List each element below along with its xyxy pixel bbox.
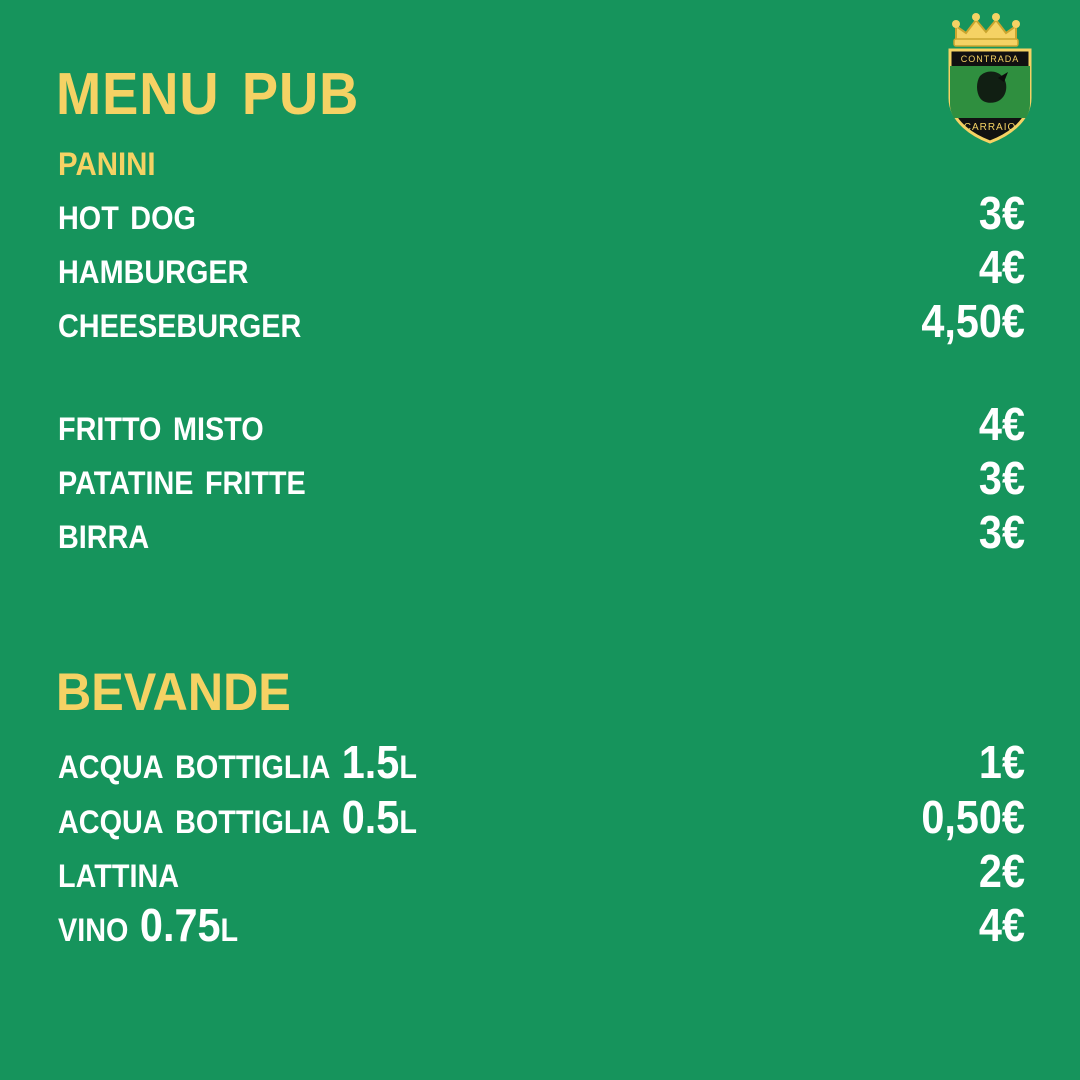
menu-row: [58, 294, 1032, 348]
menu-row: [58, 397, 1032, 451]
menu-row: [58, 186, 1032, 240]
section-items-panini: [58, 186, 1032, 349]
menu-row: [58, 451, 1032, 505]
item-price: 2€: [978, 844, 1025, 897]
item-price: 4€: [978, 899, 1025, 952]
item-name: acqua bottiglia 0.5l: [58, 790, 417, 843]
item-name: cheeseburger: [58, 295, 302, 348]
item-name: hamburger: [58, 241, 249, 294]
item-name: patatine fritte: [58, 451, 306, 504]
item-price: 0,50€: [921, 790, 1025, 843]
svg-text:CONTRADA: CONTRADA: [960, 54, 1020, 64]
item-price: 3€: [978, 506, 1025, 559]
section-items-fritti: [58, 397, 1032, 560]
item-name: fritto misto: [58, 397, 264, 450]
section-heading-panini: panini: [58, 132, 156, 185]
menu-row: [58, 505, 1032, 559]
item-name: lattina: [58, 844, 180, 897]
item-price: 4,50€: [921, 295, 1025, 348]
menu-row: [58, 898, 1032, 952]
item-price: 1€: [978, 736, 1025, 789]
item-price: 4€: [978, 241, 1025, 294]
menu-row: [58, 735, 1032, 789]
svg-text:CARRAIO: CARRAIO: [963, 122, 1017, 133]
menu-row: [58, 844, 1032, 898]
item-name: acqua bottiglia 1.5l: [58, 736, 417, 789]
item-name: vino 0.75l: [58, 899, 239, 952]
item-name: birra: [58, 506, 150, 559]
item-price: 3€: [978, 451, 1025, 504]
spacer: [48, 559, 1032, 647]
page-title: menu pub: [56, 38, 360, 132]
menu-row: [58, 790, 1032, 844]
item-price: 4€: [978, 397, 1025, 450]
section-heading-bevande: bevande: [56, 642, 291, 728]
section-items-bevande: [58, 735, 1032, 952]
menu-row: [58, 240, 1032, 294]
spacer: [48, 349, 1032, 397]
item-name: hot dog: [58, 186, 196, 239]
item-price: 3€: [978, 186, 1025, 239]
